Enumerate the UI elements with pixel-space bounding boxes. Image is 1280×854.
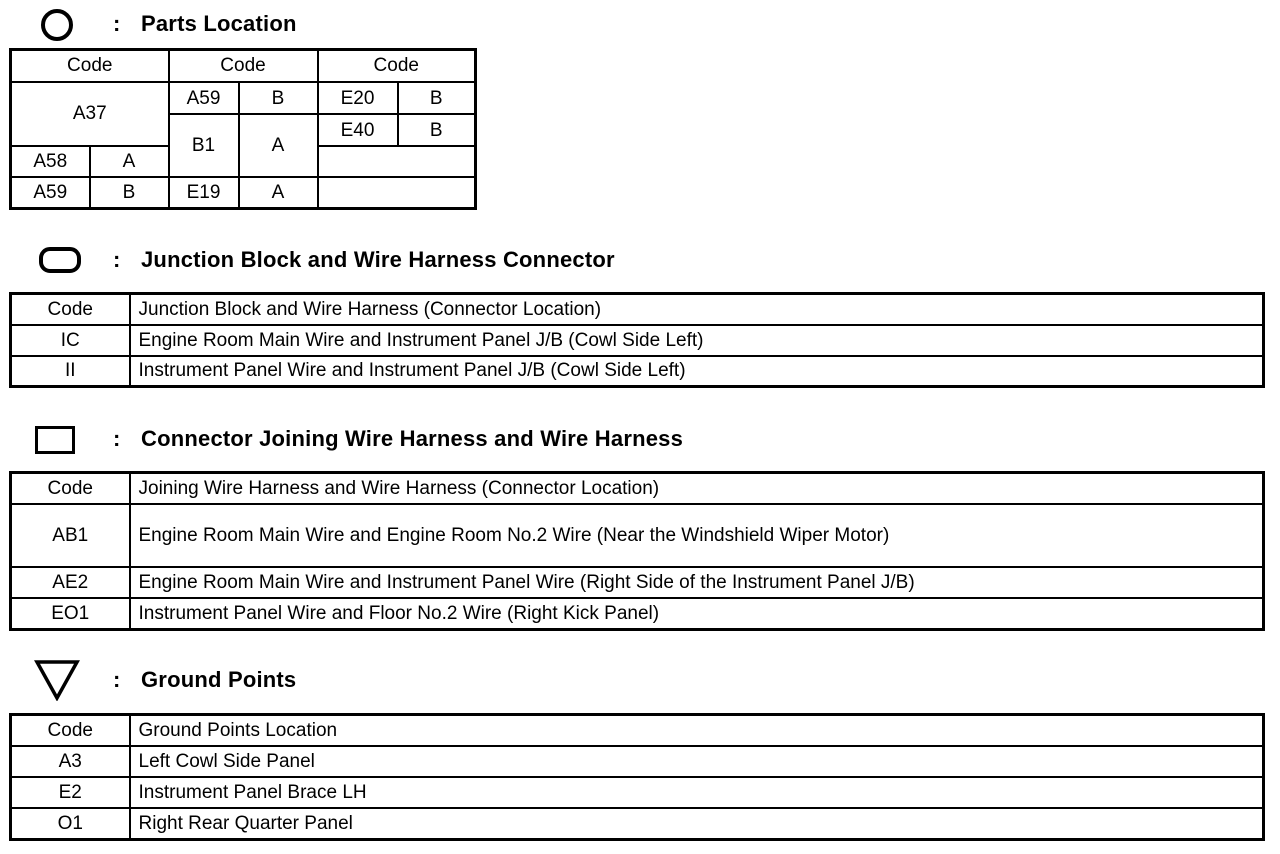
description-cell: Instrument Panel Wire and Instrument Panel J/B (Cowl Side Left) (130, 356, 1264, 387)
code-cell: E20 (318, 82, 398, 114)
section-title-junction-block: Junction Block and Wire Harness Connector (141, 247, 615, 272)
description-cell: Engine Room Main Wire and Instrument Panel Wire (Right Side of the Instrument Panel J/B) (130, 567, 1264, 598)
code-cell: O1 (11, 808, 130, 839)
header-code: Code (318, 50, 476, 82)
code-cell: A59 (11, 177, 90, 208)
description-cell: Right Rear Quarter Panel (130, 808, 1264, 839)
ground-points-table (9, 713, 1265, 841)
letter-cell: B (398, 82, 476, 114)
header-code: Code (11, 473, 130, 504)
code-cell: B1 (169, 114, 239, 177)
table-row (11, 777, 1264, 808)
code-cell: A59 (169, 82, 239, 114)
header-code: Code (11, 294, 130, 325)
header-description: Ground Points Location (130, 715, 1264, 746)
letter-cell: A (239, 177, 318, 208)
junction-block-table (9, 292, 1265, 388)
section-title-connector-joining: Connector Joining Wire Harness and Wire Harness (141, 426, 684, 451)
code-cell: A3 (11, 746, 130, 777)
code-cell: EO1 (11, 598, 130, 629)
letter-cell: A (90, 146, 169, 177)
code-cell: E2 (11, 777, 130, 808)
triangle-down-icon (34, 659, 80, 701)
section-title-parts-location: Parts Location (141, 11, 297, 36)
colon: : (113, 426, 121, 451)
code-cell: E19 (169, 177, 239, 208)
section-title-ground-points: Ground Points (141, 667, 297, 692)
code-cell: E40 (318, 114, 398, 145)
description-cell: Instrument Panel Wire and Floor No.2 Wire (Right Kick Panel) (130, 598, 1264, 629)
table-row (11, 504, 1264, 567)
empty-cell (318, 177, 476, 208)
code-cell: IC (11, 325, 130, 356)
code-cell: II (11, 356, 130, 387)
letter-cell: B (90, 177, 169, 208)
table-row (11, 808, 1264, 839)
connector-joining-table (9, 471, 1265, 631)
empty-cell (318, 146, 476, 177)
colon: : (113, 247, 121, 272)
circle-icon (41, 9, 73, 41)
colon: : (113, 667, 121, 692)
code-cell: AE2 (11, 567, 130, 598)
header-code: Code (11, 715, 130, 746)
letter-cell: B (398, 114, 476, 145)
header-description: Joining Wire Harness and Wire Harness (Connector Location) (130, 473, 1264, 504)
letter-cell: B (239, 82, 318, 114)
parts-location-table (9, 48, 477, 210)
letter-cell: A (239, 114, 318, 177)
description-cell: Left Cowl Side Panel (130, 746, 1264, 777)
rounded-rectangle-icon (39, 247, 81, 273)
table-row (11, 356, 1264, 387)
description-cell: Instrument Panel Brace LH (130, 777, 1264, 808)
header-description: Junction Block and Wire Harness (Connector Location) (130, 294, 1264, 325)
table-row (11, 746, 1264, 777)
code-cell: A58 (11, 146, 90, 177)
table-row (11, 598, 1264, 629)
square-icon (35, 426, 75, 454)
colon: : (113, 11, 121, 36)
description-cell: Engine Room Main Wire and Instrument Panel J/B (Cowl Side Left) (130, 325, 1264, 356)
header-code: Code (11, 50, 169, 82)
code-cell: A37 (11, 82, 169, 146)
table-row (11, 567, 1264, 598)
description-cell: Engine Room Main Wire and Engine Room No.2 Wire (Near the Windshield Wiper Motor) (130, 504, 1264, 567)
code-cell: AB1 (11, 504, 130, 567)
table-row (11, 325, 1264, 356)
header-code: Code (169, 50, 318, 82)
